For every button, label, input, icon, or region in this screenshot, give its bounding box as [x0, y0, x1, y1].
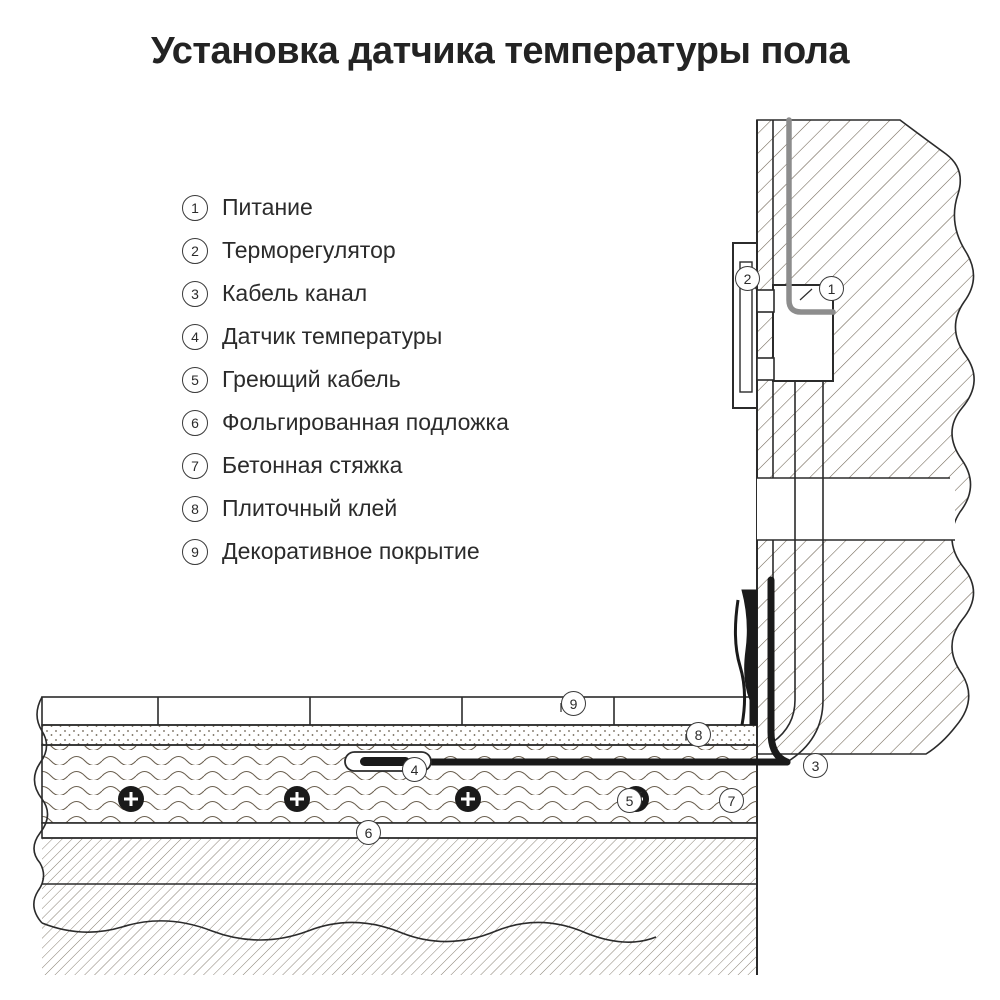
callout-2 [735, 266, 760, 291]
legend-item-label: Бетонная стяжка [222, 452, 403, 478]
callout-1 [819, 276, 844, 301]
callout-4 [402, 757, 427, 782]
callout-number: 4 [410, 761, 419, 778]
callout-number: 3 [811, 757, 820, 774]
legend-item-label: Питание [222, 194, 313, 220]
callout-9 [561, 691, 586, 716]
callout-6 [356, 820, 381, 845]
legend-item-label: Декоративное покрытие [222, 538, 480, 564]
legend-item-label: Фольгированная подложка [222, 409, 509, 435]
legend-item-label: Кабель канал [222, 280, 368, 306]
callout-number: 6 [364, 824, 373, 841]
legend-number: 4 [182, 324, 208, 350]
callout-number: 8 [694, 726, 703, 743]
legend-number: 9 [182, 539, 208, 565]
legend-number: 5 [182, 367, 208, 393]
callout-number: 7 [727, 792, 736, 809]
legend-item-label: Датчик температуры [222, 323, 443, 349]
legend-number: 2 [182, 238, 208, 264]
callout-8 [686, 722, 711, 747]
legend-item-label: Греющий кабель [222, 366, 401, 392]
legend-number: 8 [182, 496, 208, 522]
legend-number: 7 [182, 453, 208, 479]
callout-7 [719, 788, 744, 813]
callout-3 [803, 753, 828, 778]
callout-5 [617, 788, 642, 813]
legend-number: 1 [182, 195, 208, 221]
legend-item-label: Плиточный клей [222, 495, 398, 521]
legend-item-label: Терморегулятор [222, 237, 396, 263]
callout-number: 5 [625, 792, 634, 809]
callout-number: 2 [743, 270, 752, 287]
legend-number: 6 [182, 410, 208, 436]
tile-adhesive-layer [42, 725, 757, 745]
callout-number: 9 [569, 695, 578, 712]
page-title: Установка датчика температуры пола [150, 30, 850, 72]
callout-number: 1 [827, 280, 836, 297]
foil-underlay-layer [42, 823, 757, 838]
legend-number: 3 [182, 281, 208, 307]
decorative-covering-layer [42, 697, 757, 725]
base-slab [42, 838, 757, 975]
